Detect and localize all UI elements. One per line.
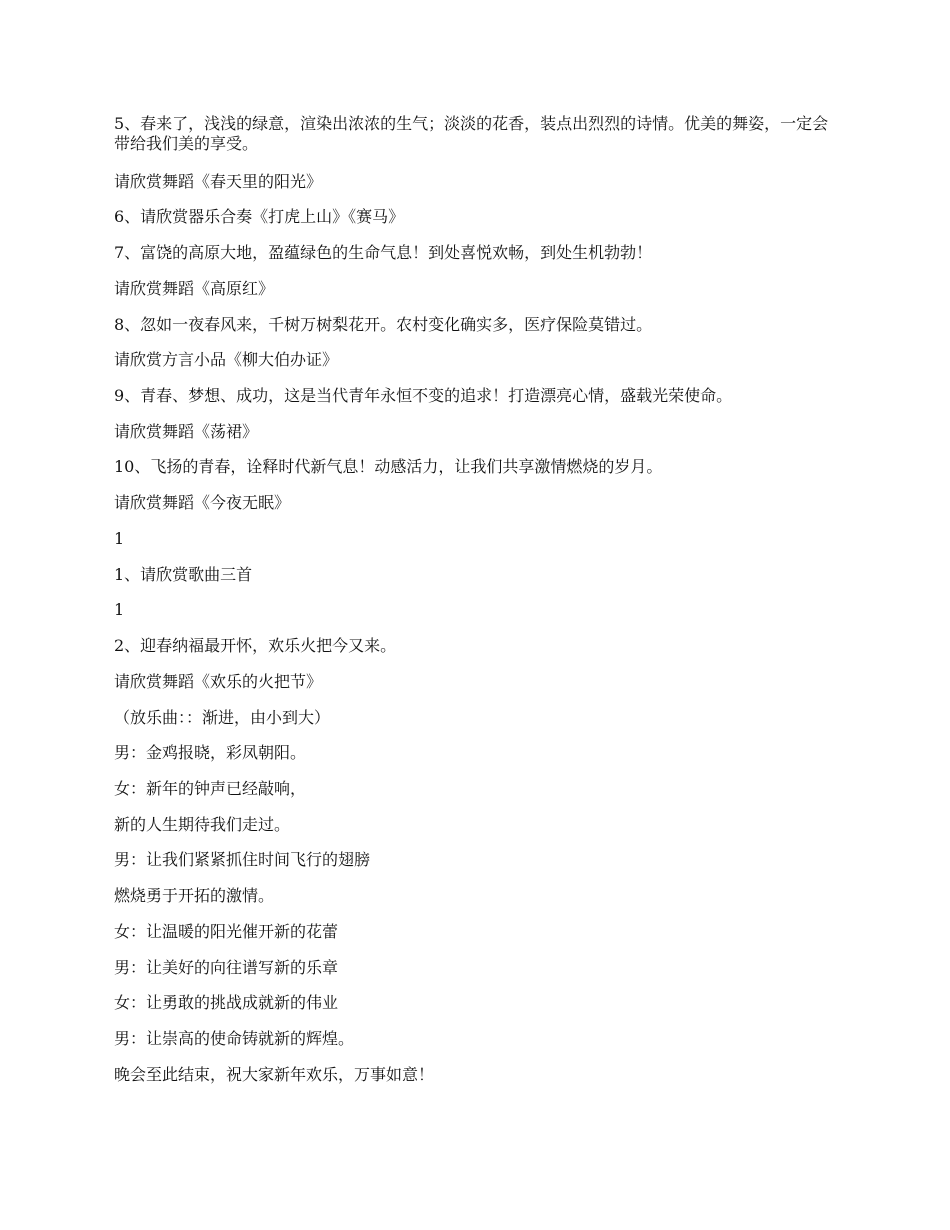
paragraph-section-number: 1 (114, 600, 125, 619)
dialogue-line: 女：让勇敢的挑战成就新的伟业 (114, 993, 339, 1012)
paragraph-program-dangqun: 请欣赏舞蹈《荡裙》 (114, 422, 259, 441)
dialogue-line: 燃烧勇于开拓的激情。 (114, 886, 275, 905)
paragraph-program-spring-sunshine: 请欣赏舞蹈《春天里的阳光》 (114, 172, 323, 191)
paragraph-10-intro: 10、飞扬的青春，诠释时代新气息！动感活力，让我们共享激情燃烧的岁月。 (114, 457, 663, 476)
paragraph-program-torch-festival: 请欣赏舞蹈《欢乐的火把节》 (114, 672, 323, 691)
paragraph-program-dialect-skit: 请欣赏方言小品《柳大伯办证》 (114, 350, 339, 369)
paragraph-5-intro: 5、春来了，浅浅的绿意，渲染出浓浓的生气；淡淡的花香，装点出烈烈的诗情。优美的舞姿，一定会带给我们美的享受。 (114, 114, 829, 153)
paragraph-program-gaoyuanhong: 请欣赏舞蹈《高原红》 (114, 279, 275, 298)
dialogue-line: 新的人生期待我们走过。 (114, 815, 291, 834)
paragraph-7-intro: 7、富饶的高原大地，盈蕴绿色的生命气息！到处喜悦欢畅，到处生机勃勃！ (114, 243, 653, 262)
paragraph-9-intro: 9、青春、梦想、成功，这是当代青年永恒不变的追求！打造漂亮心情，盛载光荣使命。 (114, 386, 733, 405)
dialogue-line: 男：让美好的向往谱写新的乐章 (114, 958, 339, 977)
dialogue-line: 女：让温暖的阳光催开新的花蕾 (114, 922, 339, 941)
paragraph-program-jinyewumian: 请欣赏舞蹈《今夜无眠》 (114, 493, 291, 512)
dialogue-line: 男：让崇高的使命铸就新的辉煌。 (114, 1029, 355, 1048)
paragraph-2-intro: 2、迎春纳福最开怀，欢乐火把今又来。 (114, 636, 397, 655)
paragraph-1-songs: 1、请欣赏歌曲三首 (114, 565, 253, 584)
paragraph-8-intro: 8、忽如一夜春风来，千树万树梨花开。农村变化确实多，医疗保险莫错过。 (114, 315, 653, 334)
paragraph-6-instrumental: 6、请欣赏器乐合奏《打虎上山》《赛马》 (114, 207, 405, 226)
dialogue-line: 男：金鸡报晓，彩凤朝阳。 (114, 743, 307, 762)
dialogue-line: 女：新年的钟声已经敲响， (114, 779, 307, 798)
dialogue-line: 男：让我们紧紧抓住时间飞行的翅膀 (114, 850, 371, 869)
paragraph-section-number: 1 (114, 529, 125, 548)
closing-line: 晚会至此结束，祝大家新年欢乐，万事如意！ (114, 1065, 435, 1084)
paragraph-music-cue: （放乐曲：：渐进，由小到大） (114, 708, 331, 727)
